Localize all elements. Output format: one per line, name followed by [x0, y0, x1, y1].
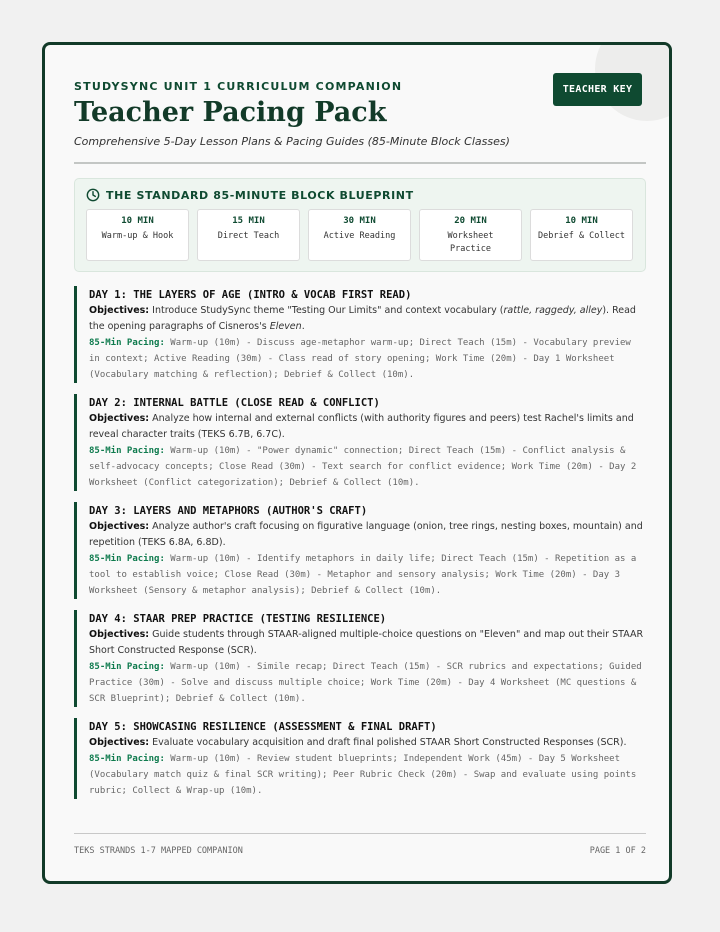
- objectives-label: Objectives:: [89, 413, 150, 424]
- blueprint-step: [419, 209, 522, 261]
- blueprint-step: [197, 209, 300, 261]
- day-objectives: [89, 735, 646, 751]
- eyebrow-label: STUDYSYNC UNIT 1 CURRICULUM COMPANION: [74, 80, 403, 93]
- day-plans: [74, 286, 646, 810]
- objectives-text: Guide students through STAAR-aligned multiple-choice questions on "Eleven" and map out their STAAR Short Constructed Response (SCR).: [89, 629, 644, 656]
- day-title: DAY 3: LAYERS AND METAPHORS (AUTHOR'S CRAFT): [89, 505, 368, 517]
- step-activity: Worksheet Practice: [447, 231, 494, 254]
- step-activity: Direct Teach: [217, 231, 280, 241]
- objectives-vocab: rattle, raggedy, alley: [503, 305, 603, 316]
- objectives-label: Objectives:: [89, 305, 150, 316]
- day-objectives: [89, 303, 646, 335]
- pacing-text: Warm-up (10m) - "Power dynamic" connection; Direct Teach (15m) - Conflict analysis & self-advocacy concepts; Close Read (30m) - Text search for conflict evidence; Work Time (20m) - Day 2 Worksheet (Conflict categorization); Debrief & Collect (10m).: [89, 446, 637, 488]
- blueprint-panel: [74, 178, 646, 272]
- objectives-text: ). Read the opening paragraphs of Cisneros's: [89, 305, 636, 332]
- day-plan-1: [74, 286, 646, 383]
- pacing-label: 85-Min Pacing:: [89, 338, 165, 348]
- blueprint-header: [86, 188, 414, 202]
- page-card: [42, 42, 672, 884]
- day-pacing: [89, 659, 646, 707]
- page-title: Teacher Pacing Pack: [74, 97, 387, 128]
- day-pacing: [89, 443, 646, 491]
- pacing-label: 85-Min Pacing:: [89, 662, 165, 672]
- step-duration: 15 MIN: [232, 216, 265, 226]
- step-duration: 10 MIN: [121, 216, 154, 226]
- pacing-text: Warm-up (10m) - Discuss age-metaphor warm-up; Direct Teach (15m) - Vocabulary preview in context; Active Reading (30m) - Class read of story opening; Work Time (20m) - Day 1 Worksheet (Vocabulary matching & reflection); Debrief & Collect (10m).: [89, 338, 631, 380]
- objectives-label: Objectives:: [89, 629, 150, 640]
- day-title: DAY 2: INTERNAL BATTLE (CLOSE READ & CONFLICT): [89, 397, 380, 409]
- objectives-label: Objectives:: [89, 521, 150, 532]
- blueprint-steps: [86, 209, 633, 261]
- step-duration: 20 MIN: [454, 216, 487, 226]
- footer: [74, 846, 646, 856]
- objectives-text: Analyze author's craft focusing on figurative language (onion, tree rings, nesting boxes, mountain) and repetition (TEKS 6.8A, 6.8D).: [89, 521, 643, 548]
- step-activity: Debrief & Collect: [538, 231, 625, 241]
- pacing-label: 85-Min Pacing:: [89, 754, 165, 764]
- day-plan-4: [74, 610, 646, 707]
- objectives-text: Introduce StudySync theme "Testing Our Limits" and context vocabulary (: [152, 305, 504, 316]
- day-objectives: [89, 627, 646, 659]
- footer-left-text: TEKS STRANDS 1-7 MAPPED COMPANION: [74, 846, 243, 856]
- clock-icon: [86, 188, 100, 202]
- blueprint-step: [86, 209, 189, 261]
- objectives-story-title: Eleven: [269, 321, 302, 332]
- footer-divider: [74, 833, 646, 834]
- objectives-text: .: [301, 321, 305, 332]
- objectives-text: Analyze how internal and external conflicts (with authority figures and peers) test Rachel's limits and reveal character traits (TEKS 6.7B, 6.7C).: [89, 413, 634, 440]
- blueprint-title: THE STANDARD 85-MINUTE BLOCK BLUEPRINT: [106, 188, 414, 202]
- pacing-label: 85-Min Pacing:: [89, 446, 165, 456]
- day-objectives: [89, 411, 646, 443]
- page-number: PAGE 1 OF 2: [589, 846, 646, 856]
- day-title: DAY 4: STAAR PREP PRACTICE (TESTING RESILIENCE): [89, 613, 387, 625]
- day-pacing: [89, 551, 646, 599]
- day-title: DAY 5: SHOWCASING RESILIENCE (ASSESSMENT & FINAL DRAFT): [89, 721, 437, 733]
- step-activity: Warm-up & Hook: [101, 231, 174, 241]
- header-divider: [74, 162, 646, 164]
- day-pacing: [89, 751, 646, 799]
- page-subtitle: Comprehensive 5-Day Lesson Plans & Pacing Guides (85-Minute Block Classes): [74, 135, 510, 148]
- blueprint-step: [530, 209, 633, 261]
- objectives-label: Objectives:: [89, 737, 150, 748]
- step-activity: Active Reading: [323, 231, 396, 241]
- day-pacing: [89, 335, 646, 383]
- day-title: DAY 1: THE LAYERS OF AGE (INTRO & VOCAB FIRST READ): [89, 289, 412, 301]
- pacing-text: Warm-up (10m) - Identify metaphors in daily life; Direct Teach (15m) - Repetition as a tool to establish voice; Close Read (30m) - Metaphor and sensory analysis; Work Time (20m) - Day 3 Worksheet (Sensory & metaphor analysis); Debrief & Collect (10m).: [89, 554, 637, 596]
- day-plan-2: [74, 394, 646, 491]
- pacing-label: 85-Min Pacing:: [89, 554, 165, 564]
- day-objectives: [89, 519, 646, 551]
- day-plan-5: [74, 718, 646, 799]
- pacing-text: Warm-up (10m) - Review student blueprints; Independent Work (45m) - Day 5 Worksheet (Vocabulary match quiz & final SCR writing); Peer Rubric Check (20m) - Swap and evaluate using points rubric; Collect & Wrap-up (10m).: [89, 754, 637, 796]
- teacher-key-badge: TEACHER KEY: [553, 73, 642, 106]
- day-plan-3: [74, 502, 646, 599]
- pacing-text: Warm-up (10m) - Simile recap; Direct Teach (15m) - SCR rubrics and expectations; Guided Practice (30m) - Solve and discuss multiple choice; Work Time (20m) - Day 4 Worksheet (MC questions & SCR Blueprint); Debrief & Collect (10m).: [89, 662, 642, 704]
- step-duration: 10 MIN: [565, 216, 598, 226]
- objectives-text: Evaluate vocabulary acquisition and draft final polished STAAR Short Constructed Responses (SCR).: [152, 737, 627, 748]
- blueprint-step: [308, 209, 411, 261]
- step-duration: 30 MIN: [343, 216, 376, 226]
